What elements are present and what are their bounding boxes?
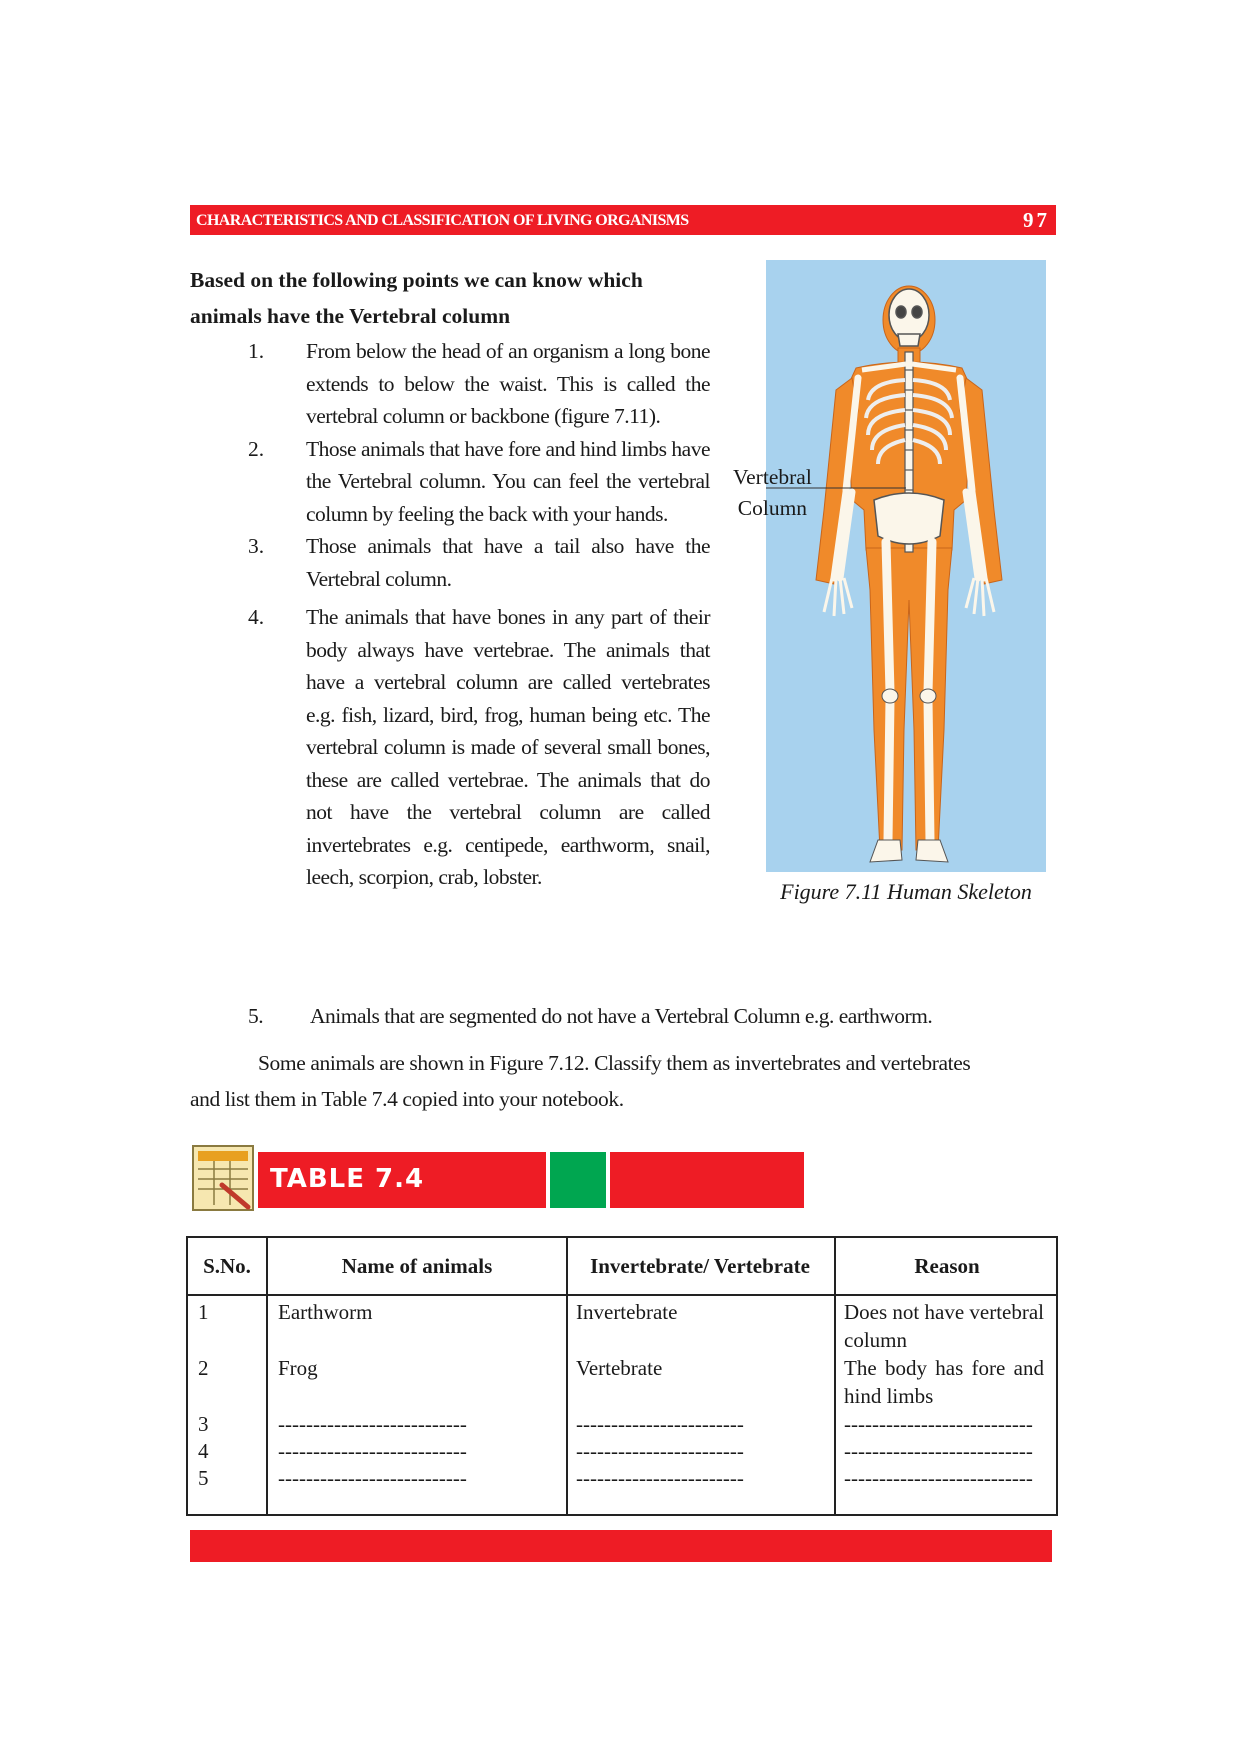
paragraph-line: Some animals are shown in Figure 7.12. Classify them as invertebrates and vertebrates: [258, 1051, 971, 1075]
point-3: [190, 530, 710, 595]
human-skeleton-figure: [766, 260, 1046, 872]
vertebral-column-label: [733, 462, 812, 524]
chapter-title: CHARACTERISTICS AND CLASSIFICATION OF LIVING ORGANISMS: [196, 212, 689, 229]
header-name: Name of animals: [341, 1254, 493, 1278]
page-number: 97: [1023, 208, 1050, 232]
table-icon: [192, 1145, 254, 1211]
cell-type: Invertebrate: [576, 1300, 678, 1324]
cell-type: ------------------------: [576, 1439, 744, 1463]
paragraph-line: and list them in Table 7.4 copied into your notebook.: [190, 1087, 624, 1111]
skeleton-illustration: [766, 260, 1046, 872]
intro-heading: Based on the following points we can know which animals have the Vertebral column: [190, 268, 643, 328]
cell-reason: The body has fore and hind limbs: [844, 1356, 1044, 1408]
label-line: Column: [737, 496, 808, 520]
cell-sno: 5: [198, 1466, 209, 1490]
point-text: Those animals that have fore and hind limbs have the Vertebral column. You can feel the vertebral column by feeling the back with your hands.: [306, 436, 710, 526]
point-text: Animals that are segmented do not have a Vertebral Column e.g. earthworm.: [310, 1004, 933, 1028]
header-type: Invertebrate/ Vertebrate: [590, 1254, 810, 1278]
point-number: 3.: [248, 534, 265, 558]
cell-name: Earthworm: [278, 1300, 373, 1324]
column-divider: [566, 1238, 568, 1514]
table-title-bar: [258, 1152, 546, 1208]
cell-sno: 4: [198, 1439, 209, 1463]
point-number: 4.: [248, 605, 265, 629]
cell-reason: ---------------------------: [844, 1412, 1033, 1436]
cell-reason: ---------------------------: [844, 1439, 1033, 1463]
running-header: [190, 205, 1056, 235]
header-divider: [188, 1294, 1056, 1296]
point-text: Those animals that have a tail also have the Vertebral column.: [306, 534, 710, 591]
cell-type: Vertebrate: [576, 1356, 663, 1380]
point-number: 2.: [248, 436, 265, 461]
point-4: [190, 601, 710, 894]
label-line: Vertebral: [733, 465, 812, 489]
points-list: [190, 335, 710, 894]
point-text: The animals that have bones in any part of their body always have vertebrae. The animals that have a vertebral column are called vertebrates e.g. fish, lizard, bird, frog, human being etc. The vertebral column is made of several small bones, these are called vertebrae. The animals that do not have the vertebral column are called invertebrates e.g. centipede, earthworm, snail, leech, scorpion, crab, lobster.: [306, 605, 710, 889]
cell-type: ------------------------: [576, 1466, 744, 1490]
point-number: 1.: [248, 339, 265, 363]
classification-table: [186, 1236, 1058, 1516]
cell-reason: Does not have vertebral column: [844, 1300, 1045, 1352]
table-title-red-block: [610, 1152, 804, 1208]
table-title-green-block: [550, 1152, 606, 1208]
point-1: [190, 335, 710, 433]
cell-type: ------------------------: [576, 1412, 744, 1436]
point-2: [190, 433, 710, 531]
footer-bar: [190, 1530, 1052, 1562]
cell-sno: 2: [198, 1356, 209, 1380]
instruction-paragraph: [190, 1045, 1056, 1117]
cell-name: ---------------------------: [278, 1466, 467, 1490]
cell-sno: 1: [198, 1300, 209, 1324]
point-text: From below the head of an organism a long bone extends to below the waist. This is called the vertebral column or backbone (figure 7.11).: [306, 339, 710, 428]
point-number: 5.: [248, 1004, 264, 1028]
figure-caption: Figure 7.11 Human Skeleton: [780, 879, 1032, 904]
cell-name: ---------------------------: [278, 1439, 467, 1463]
table-title: TABLE 7.4: [270, 1164, 425, 1194]
header-sno: S.No.: [203, 1254, 251, 1278]
cell-sno: 3: [198, 1412, 209, 1436]
cell-reason: ---------------------------: [844, 1466, 1033, 1490]
cell-name: ---------------------------: [278, 1412, 467, 1436]
cell-name: Frog: [278, 1356, 318, 1380]
header-reason: Reason: [914, 1254, 980, 1278]
